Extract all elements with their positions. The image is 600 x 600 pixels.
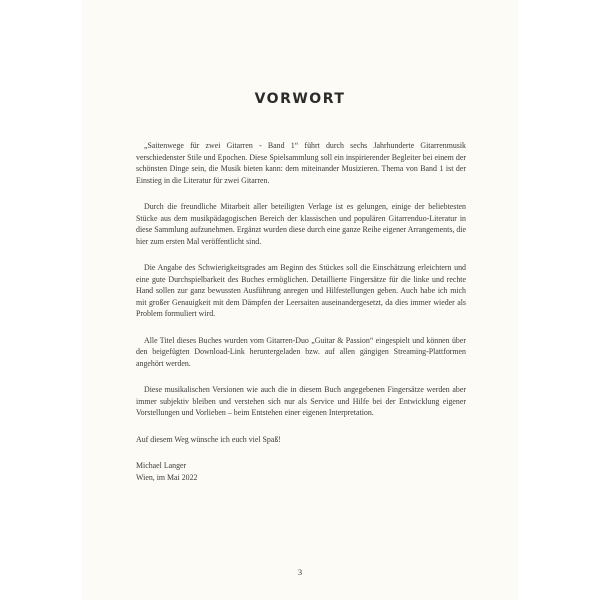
body-text — [136, 140, 466, 483]
signature-name: Michael Langer — [136, 461, 187, 470]
paragraph: Diese musikalischen Versionen wie auch die in diesem Buch angegebenen Fingersätze werden aber immer subjektiv bleiben und verstehen sich nur als Service und Hilfe bei der Entwicklung eigener Vorstellungen und Vorlieben – beim Entstehen einer eigenen Interpretation. — [136, 385, 466, 417]
document-page — [83, 0, 517, 600]
paragraph: Durch die freundliche Mitarbeit aller beteiligten Verlage ist es gelungen, einige der beliebtesten Stücke aus dem musikpädagogischen Bereich der klassischen und populären Gitarrenduo-Literatur in diese Sammlung aufzunehmen. Ergänzt wurden diese durch eine ganze Reihe eigener Arrangements, die hier zum ersten Mal veröffentlicht sind. — [136, 202, 466, 246]
paragraph: Die Angabe des Schwierigkeitsgrades am Beginn des Stückes soll die Einschätzung erleichtern und eine gute Durchspielbarkeit des Buches ermöglichen. Detaillierte Fingersätze für die linke und rechte Hand sollen zur ganz bewussten Ausführung anregen und Hilfestellungen geben. Auch habe ich mich mit großer Genauigkeit mit dem Dämpfen der Leersaiten auseinandergesetzt, da dies immer wieder als Problem formuliert wird. — [136, 263, 466, 318]
paragraph: Alle Titel dieses Buches wurden vom Gitarren-Duo „Guitar & Passion“ eingespielt und können über den beigefügten Download-Link heruntergeladen bzw. auf allen gängigen Streaming-Plattformen angehört werden. — [136, 335, 466, 368]
page-title: VORWORT — [254, 91, 346, 107]
paragraph: „Saitenwege für zwei Gitarren - Band 1“ führt durch sechs Jahrhunderte Gitarrenmusik verschiedenster Stile und Epochen. Diese Spielsammlung soll ein inspirierender Begleiter bei einem der schönsten Dinge sein, die Musik bieten kann: dem miteinander Musizieren. Thema von Band 1 ist der Einstieg in die Literatur für zwei Gitarren. — [136, 141, 466, 185]
closing-line: Auf diesem Weg wünsche ich euch viel Spaß! — [136, 434, 281, 444]
page-number: 3 — [297, 567, 303, 577]
signature-place-date: Wien, im Mai 2022 — [136, 472, 198, 482]
